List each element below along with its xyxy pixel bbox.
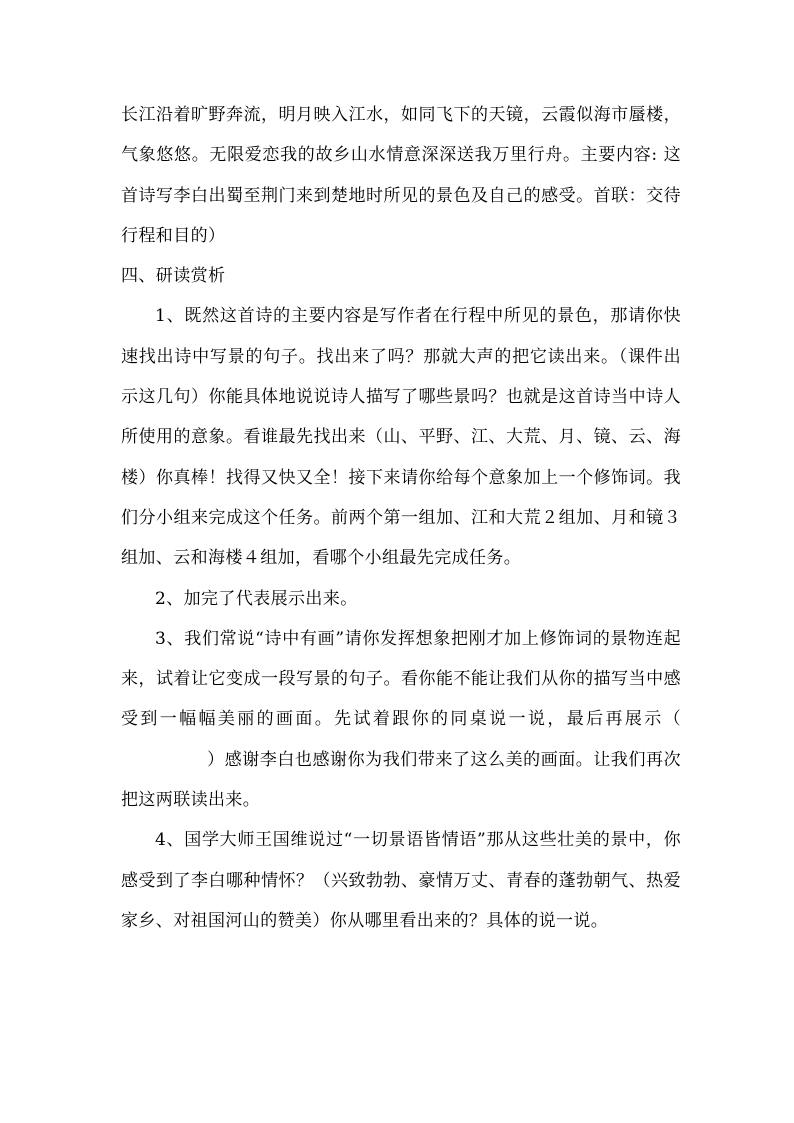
paragraph-item-3 xyxy=(121,619,681,820)
paragraph-poem-translation: 长江沿着旷野奔流，明月映入江水，如同飞下的天镜，云霞似海市蜃楼，气象悠悠。无限爱恋我的故乡山水情意深深送我万里行舟。主要内容: 这首诗写李白出蜀至荆门来到楚地时所见的景色及自己的感受。首联：交待行程和目的） xyxy=(121,105,681,246)
item-3-text-before-blank: 3、我们常说“诗中有画”请你发挥想象把刚才加上修饰词的景物连起来，试着让它变成一段写景的句子。看你能不能让我们从你的描写当中感受到一幅幅美丽的画面。先试着跟你的同桌说一说，最后再展示（ xyxy=(121,628,681,730)
document-body xyxy=(121,95,681,941)
section-heading: 四、研读赏析 xyxy=(121,266,226,287)
item-3-text-after-blank: ）感谢李白也感谢你为我们带来了这么美的画面。让我们再次把这两联读出来。 xyxy=(121,749,681,811)
paragraph-item-1: 1、既然这首诗的主要内容是写作者在行程中所见的景色，那请你快速找出诗中写景的句子。找出来了吗？那就大声的把它读出来。（课件出示这几句）你能具体地说说诗人描写了哪些景吗？也就是这首诗当中诗人所使用的意象。看谁最先找出来（山、平野、江、大荒、月、镜、云、海楼）你真棒！找得又快又全！接下来请你给每个意象加上一个修饰词。我们分小组来完成这个任务。前两个第一组加、江和大荒２组加、月和镜３组加、云和海楼４组加，看哪个小组最先完成任务。 xyxy=(121,306,681,569)
paragraph-item-2: 2、加完了代表展示出来。 xyxy=(155,588,358,609)
paragraph-item-4: 4、国学大师王国维说过“一切景语皆情语”那从这些壮美的景中，你感受到了李白哪种情怀？（兴致勃勃、豪情万丈、青春的蓬勃朝气、热爱家乡、对祖国河山的赞美）你从哪里看出来的？具体的说一说。 xyxy=(121,830,681,931)
